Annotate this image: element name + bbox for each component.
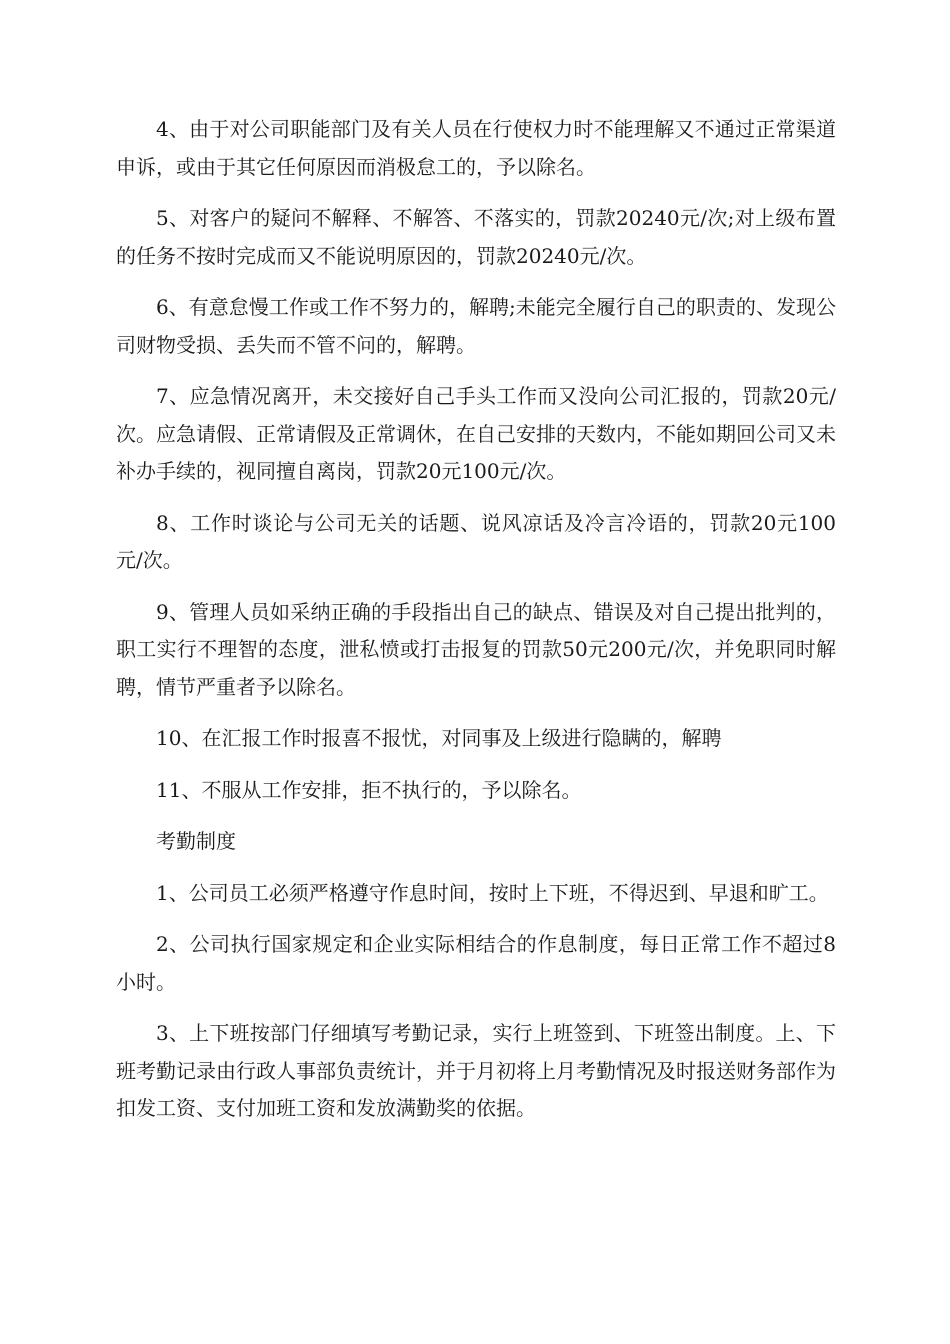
document-page: [116, 111, 836, 1142]
section-heading-attendance: 考勤制度: [156, 829, 236, 853]
paragraph-item-4: 4、由于对公司职能部门及有关人员在行使权力时不能理解又不通过正常渠道申诉，或由于其它任何原因而消极怠工的，予以除名。: [116, 117, 836, 179]
attendance-item-2: 2、公司执行国家规定和企业实际相结合的作息制度，每日正常工作不超过8小时。: [116, 932, 836, 994]
attendance-item-3: 3、上下班按部门仔细填写考勤记录，实行上班签到、下班签出制度。上、下班考勤记录由行政人事部负责统计，并于月初将上月考勤情况及时报送财务部作为扣发工资、支付加班工资和发放满勤奖的依据。: [116, 1021, 836, 1120]
paragraph-item-6: 6、有意怠慢工作或工作不努力的，解聘;未能完全履行自己的职责的、发现公司财物受损、丢失而不管不问的，解聘。: [116, 295, 836, 357]
paragraph-item-9: 9、管理人员如采纳正确的手段指出自己的缺点、错误及对自己提出批判的，职工实行不理智的态度，泄私愤或打击报复的罚款50元200元/次，并免职同时解聘，情节严重者予以除名。: [116, 599, 836, 699]
paragraph-item-7: 7、应急情况离开，未交接好自己手头工作而又没向公司汇报的，罚款20元/次。应急请假、正常请假及正常调休，在自己安排的天数内，不能如期回公司又未补办手续的，视同擅自离岗，罚款20元100元/次。: [116, 384, 836, 483]
paragraph-item-11: 11、不服从工作安排，拒不执行的，予以除名。: [156, 777, 582, 802]
paragraph-item-5: 5、对客户的疑问不解释、不解答、不落实的，罚款20240元/次;对上级布置的任务不按时完成而又不能说明原因的，罚款20240元/次。: [116, 206, 836, 268]
attendance-item-1: 1、公司员工必须严格遵守作息时间，按时上下班，不得迟到、早退和旷工。: [156, 880, 829, 905]
paragraph-item-8: 8、工作时谈论与公司无关的话题、说风凉话及冷言冷语的，罚款20元100元/次。: [116, 510, 836, 572]
paragraph-item-10: 10、在汇报工作时报喜不报忧，对同事及上级进行隐瞒的，解聘: [156, 726, 722, 750]
